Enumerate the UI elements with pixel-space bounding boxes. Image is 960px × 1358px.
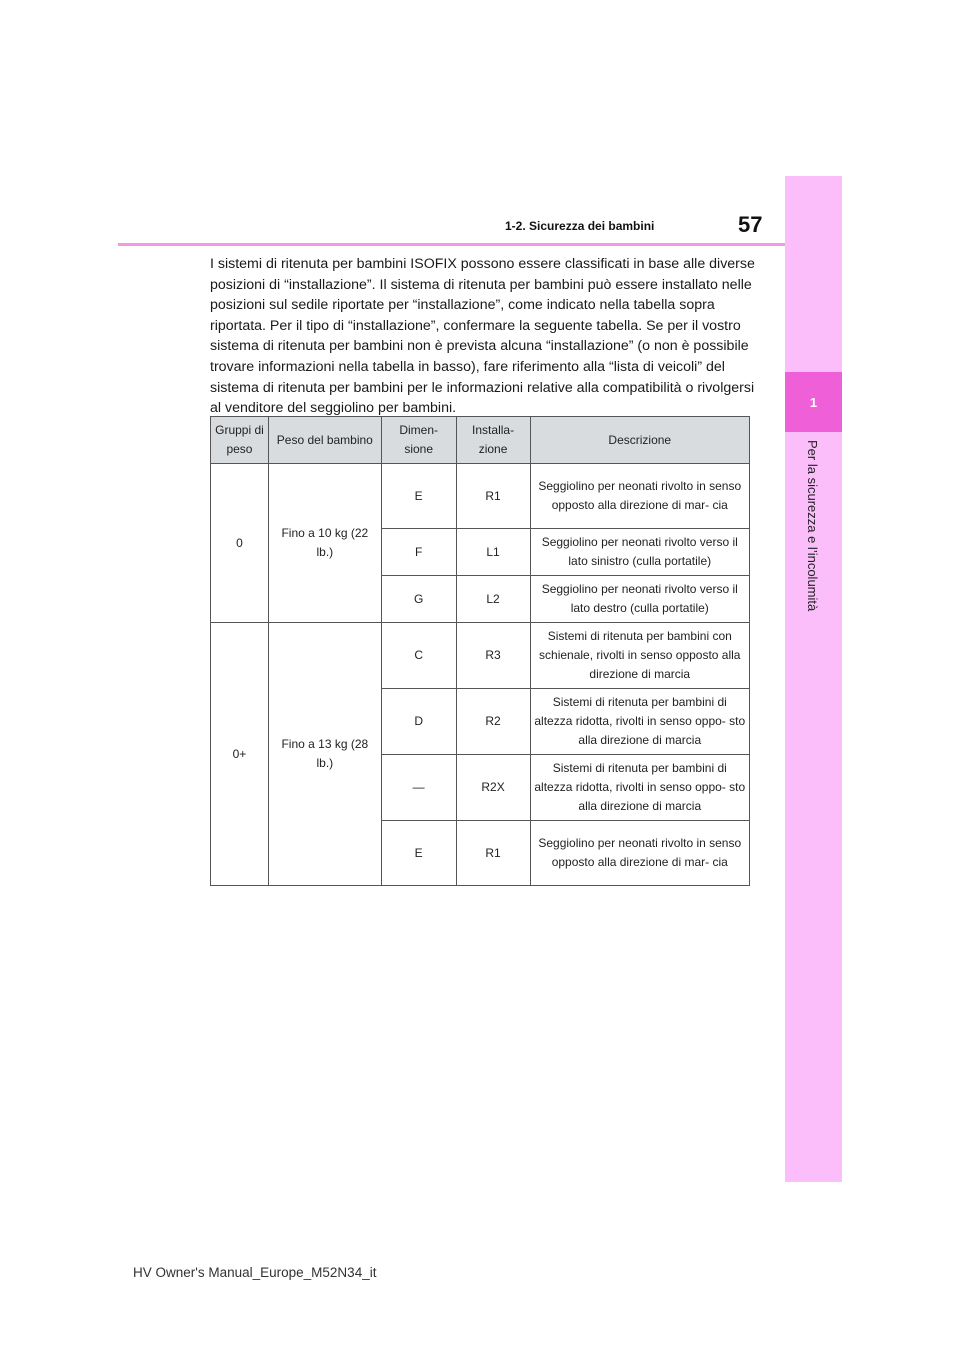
intro-paragraph bbox=[210, 254, 755, 419]
table-row bbox=[211, 464, 750, 529]
intro-text: I sistemi di ritenuta per bambini ISOFIX possono essere classificati in base alle diverse posizioni di “installazione”. Il sistema di ritenuta per bambini può essere installato nelle posizioni sul sedile riportate per “installazione”, come indicato nella tabella sopra riportata. Per il tipo di “installazione”, confermare la seguente tabella. Se per il vostro sistema di ritenuta per bambini non è prevista alcuna “installazione” (o non è possibile trovare informazioni nella tabella in basso), fare riferimento alla “lista di veicoli” del sistema di ritenuta per bambini per le informazioni relative alla compatibilità o rivolgersi al venditore del seggiolino per bambini. bbox=[210, 256, 755, 417]
installation-cell: R1 bbox=[456, 821, 530, 886]
installation-cell: R1 bbox=[456, 464, 530, 529]
size-cell: — bbox=[381, 755, 456, 821]
header-divider bbox=[118, 243, 785, 246]
size-cell: G bbox=[381, 576, 456, 623]
chapter-number-badge: 1 bbox=[785, 372, 842, 432]
installation-cell: R3 bbox=[456, 623, 530, 689]
table-header-row bbox=[211, 417, 750, 464]
child-weight-cell: Fino a 13 kg (28 lb.) bbox=[268, 623, 381, 886]
col-header-description: Descrizione bbox=[530, 417, 749, 464]
description-cell: Sistemi di ritenuta per bambini con schienale, rivolti in senso opposto alla direzione di marcia bbox=[530, 623, 749, 689]
section-title: 1-2. Sicurezza dei bambini bbox=[505, 219, 655, 233]
description-cell: Seggiolino per neonati rivolto verso il lato destro (culla portatile) bbox=[530, 576, 749, 623]
description-cell: Sistemi di ritenuta per bambini di altezza ridotta, rivolti in senso oppo- sto alla direzione di marcia bbox=[530, 755, 749, 821]
size-cell: E bbox=[381, 464, 456, 529]
col-header-installation: Installa- zione bbox=[456, 417, 530, 464]
weight-group-cell: 0+ bbox=[211, 623, 269, 886]
installation-cell: L2 bbox=[456, 576, 530, 623]
size-cell: F bbox=[381, 529, 456, 576]
size-cell: E bbox=[381, 821, 456, 886]
col-header-weight-group: Gruppi di peso bbox=[211, 417, 269, 464]
installation-cell: L1 bbox=[456, 529, 530, 576]
page-number: 57 bbox=[738, 212, 763, 237]
manual-footer: HV Owner's Manual_Europe_M52N34_it bbox=[133, 1265, 377, 1280]
table-row bbox=[211, 623, 750, 689]
description-cell: Seggiolino per neonati rivolto verso il lato sinistro (culla portatile) bbox=[530, 529, 749, 576]
chapter-title: Per la sicurezza e l’incolumità bbox=[805, 440, 820, 612]
description-cell: Sistemi di ritenuta per bambini di altezza ridotta, rivolti in senso oppo- sto alla direzione di marcia bbox=[530, 689, 749, 755]
col-header-child-weight: Peso del bambino bbox=[268, 417, 381, 464]
isofix-installation-table bbox=[210, 416, 750, 886]
description-cell: Seggiolino per neonati rivolto in senso opposto alla direzione di mar- cia bbox=[530, 821, 749, 886]
child-weight-cell: Fino a 10 kg (22 lb.) bbox=[268, 464, 381, 623]
installation-cell: R2X bbox=[456, 755, 530, 821]
size-cell: C bbox=[381, 623, 456, 689]
description-cell: Seggiolino per neonati rivolto in senso opposto alla direzione di mar- cia bbox=[530, 464, 749, 529]
weight-group-cell: 0 bbox=[211, 464, 269, 623]
size-cell: D bbox=[381, 689, 456, 755]
col-header-size: Dimen- sione bbox=[381, 417, 456, 464]
installation-cell: R2 bbox=[456, 689, 530, 755]
chapter-side-tab bbox=[785, 176, 842, 1182]
